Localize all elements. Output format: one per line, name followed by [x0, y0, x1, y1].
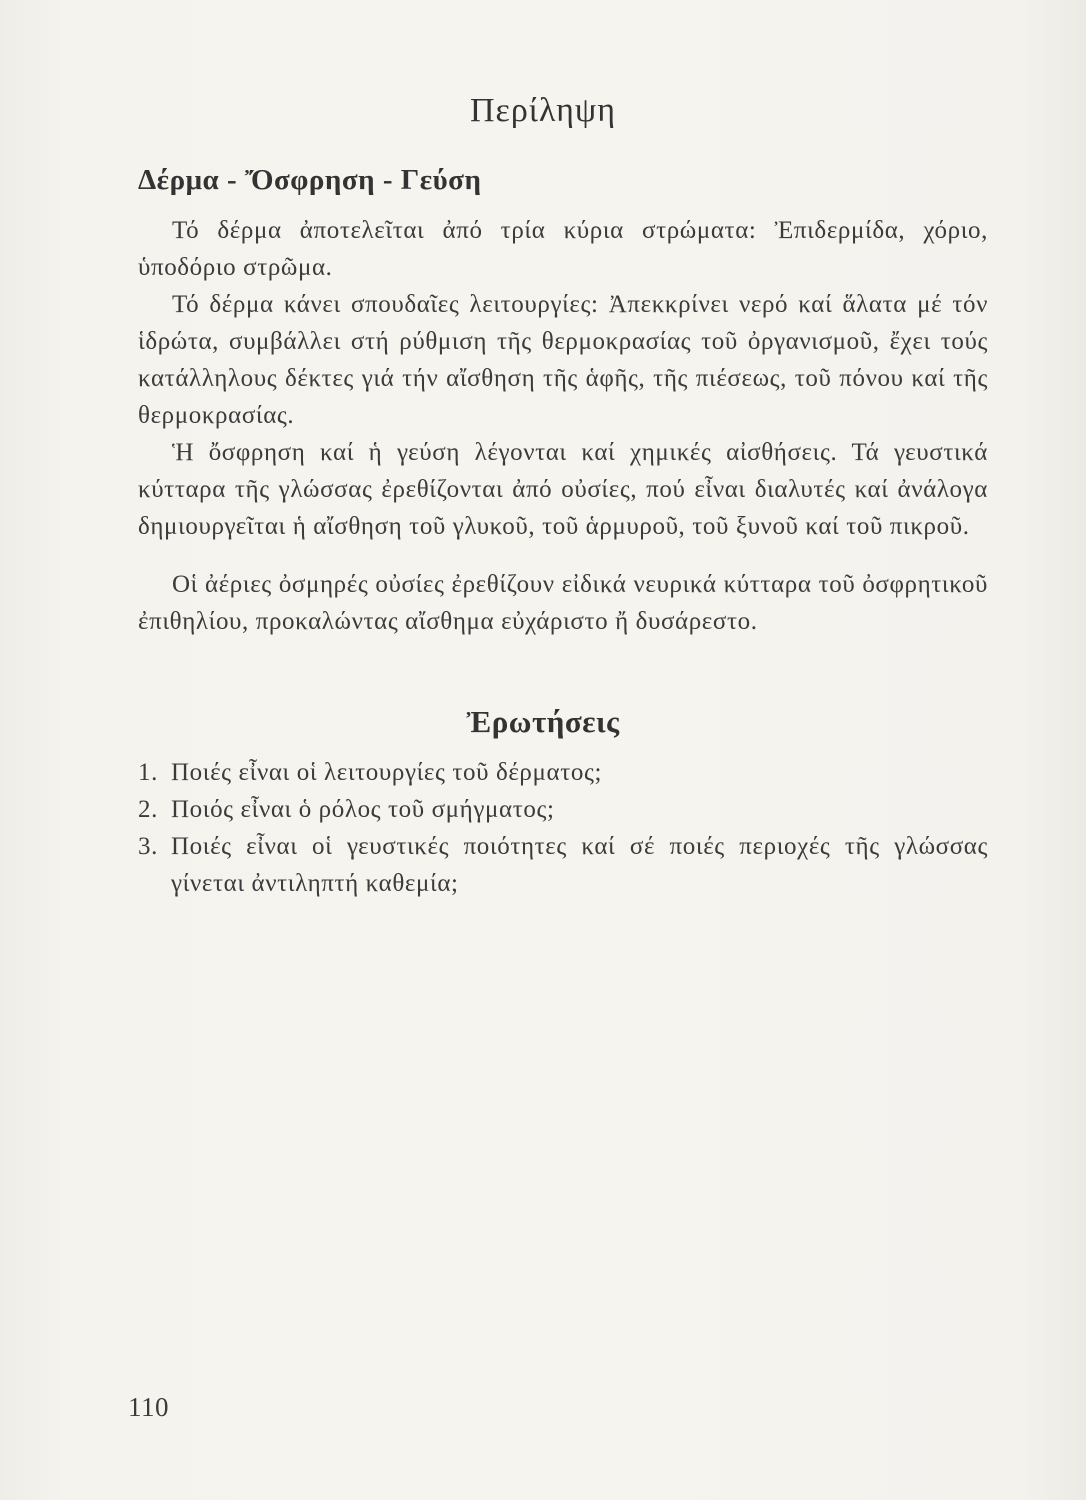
question-item [138, 828, 988, 902]
question-item [138, 754, 988, 791]
paragraph-olfactory: Οἱ ἀέριες ὀσμηρές οὐσίες ἐρεθίζουν εἰδικά νευρικά κύτταρα τοῦ ὀσφρητικοῦ ἐπιθηλίου, προκαλώντας αἴσθημα εὐχάριστο ἤ δυσάρεστο. [138, 571, 988, 635]
section-heading: Δέρμα - Ὄσφρηση - Γεύση [138, 164, 482, 196]
questions-list [138, 754, 988, 902]
page-title: Περίληψη [470, 92, 616, 129]
question-text: Ποιός εἶναι ὁ ρόλος τοῦ σμήγματος; [171, 796, 555, 823]
question-number: 3. [138, 833, 158, 860]
question-number: 2. [138, 796, 158, 823]
question-item [138, 791, 988, 828]
question-text: Ποιές εἶναι οἱ λειτουργίες τοῦ δέρματος; [171, 759, 602, 786]
paragraph-smell-taste: Ἡ ὄσφρηση καί ἡ γεύση λέγονται καί χημικές αἰσθήσεις. Τά γευστικά κύτταρα τῆς γλώσσας ἐρεθίζονται ἀπό οὐσίες, πού εἶναι διαλυτές καί ἀνάλογα δημιουργεῖται ἡ αἴσθηση τοῦ γλυκοῦ, τοῦ ἁρμυροῦ, τοῦ ξυνοῦ καί τοῦ πικροῦ. [138, 439, 988, 540]
paragraph-skin-layers: Τό δέρμα ἀποτελεῖται ἀπό τρία κύρια στρώματα: Ἐπιδερμίδα, χόριο, ὑποδόριο στρῶμα. [138, 217, 988, 281]
page-number: 110 [128, 1392, 169, 1422]
question-text: Ποιές εἶναι οἱ γευστικές ποιότητες καί σέ ποιές περιοχές τῆς γλώσσας γίνεται ἀντιληπτή καθεμία; [171, 833, 988, 897]
question-number: 1. [138, 759, 158, 786]
questions-heading: Ἐρωτήσεις [466, 704, 620, 739]
paragraph-skin-functions: Τό δέρμα κάνει σπουδαῖες λειτουργίες: Ἀπεκκρίνει νερό καί ἅλατα μέ τόν ἱδρώτα, συμβάλλει στή ρύθμιση τῆς θερμοκρασίας τοῦ ὀργανισμοῦ, ἔχει τούς κατάλληλους δέκτες γιά τήν αἴσθηση τῆς ἁφῆς, τῆς πιέσεως, τοῦ πόνου καί τῆς θερμοκρασίας. [138, 291, 988, 429]
